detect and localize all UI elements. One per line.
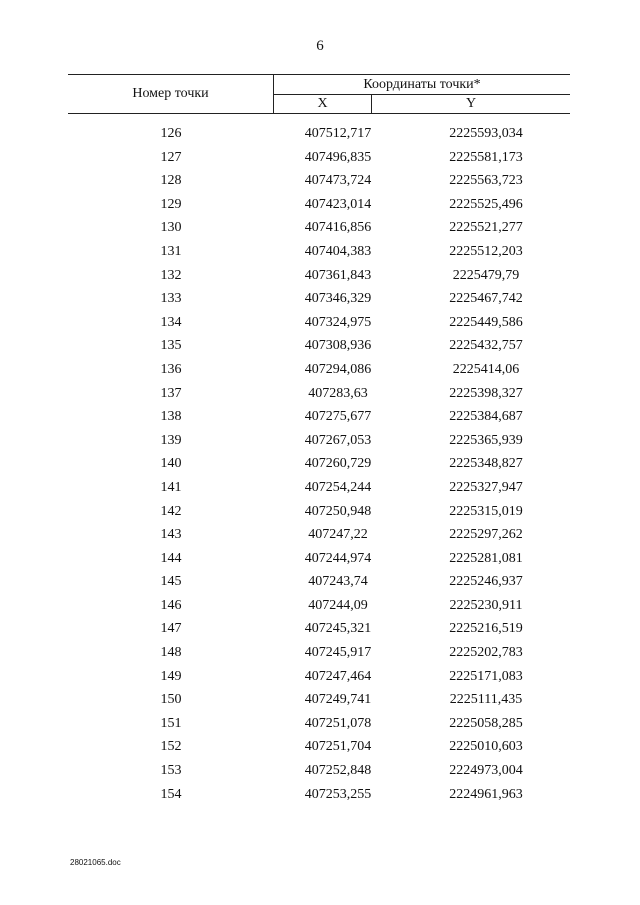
table-row (68, 763, 570, 787)
table-row (68, 504, 570, 528)
table-row (68, 362, 570, 386)
table-row (68, 220, 570, 244)
x-coordinate-cell: 407275,677 (304, 409, 372, 425)
point-number-cell: 130 (160, 220, 182, 236)
point-number-cell: 139 (160, 432, 182, 448)
x-coordinate-cell: 407251,704 (304, 739, 372, 755)
point-number-cell: 134 (160, 314, 182, 330)
point-number-cell: 151 (160, 715, 182, 731)
table-row (68, 787, 570, 811)
x-coordinate-cell: 407308,936 (304, 338, 372, 354)
x-coordinate-cell: 407245,321 (304, 621, 372, 637)
table-row (68, 692, 570, 716)
point-number-cell: 131 (160, 243, 182, 259)
table-row (68, 150, 570, 174)
table-row (68, 621, 570, 645)
table-row (68, 480, 570, 504)
table-row (68, 716, 570, 740)
point-number-cell: 135 (160, 338, 182, 354)
table-row (68, 645, 570, 669)
x-coordinate-cell: 407243,74 (308, 574, 368, 590)
point-number-cell: 141 (160, 479, 182, 495)
x-coordinate-cell: 407252,848 (304, 763, 372, 779)
y-coordinate-cell: 2225512,203 (449, 243, 523, 259)
table-row (68, 126, 570, 150)
x-coordinate-cell: 407283,63 (308, 385, 368, 401)
point-number-cell: 137 (160, 385, 182, 401)
point-number-cell: 133 (160, 291, 182, 307)
point-number-cell: 128 (160, 173, 182, 189)
y-coordinate-cell: 2225449,586 (449, 314, 523, 330)
point-number-cell: 154 (160, 786, 182, 802)
y-coordinate-cell: 2225315,019 (449, 503, 523, 519)
point-number-cell: 145 (160, 574, 182, 590)
x-coordinate-cell: 407244,09 (308, 597, 368, 613)
table-row (68, 315, 570, 339)
x-coordinate-cell: 407253,255 (304, 786, 372, 802)
table-row (68, 244, 570, 268)
table-row (68, 386, 570, 410)
y-coordinate-cell: 2225348,827 (449, 456, 523, 472)
y-coordinate-cell: 2225398,327 (449, 385, 523, 401)
x-coordinate-cell: 407361,843 (304, 267, 372, 283)
table-body (68, 126, 570, 810)
y-coordinate-cell: 2225467,742 (449, 291, 523, 307)
y-coordinate-cell: 2225414,06 (452, 361, 520, 377)
x-coordinate-cell: 407324,975 (304, 314, 372, 330)
point-number-cell: 146 (160, 597, 182, 613)
point-number-cell: 148 (160, 645, 182, 661)
point-number-cell: 127 (160, 149, 182, 165)
x-coordinate-cell: 407247,22 (308, 527, 368, 543)
y-coordinate-cell: 2225593,034 (449, 126, 523, 141)
point-number-cell: 140 (160, 456, 182, 472)
y-coordinate-cell: 2225058,285 (449, 715, 523, 731)
table-row (68, 173, 570, 197)
table-row (68, 291, 570, 315)
y-coordinate-cell: 2225432,757 (449, 338, 523, 354)
footer-filename: 28021065.doc (70, 858, 121, 867)
table-row (68, 268, 570, 292)
y-coordinate-cell: 2225525,496 (449, 196, 523, 212)
point-number-cell: 129 (160, 196, 182, 212)
point-number-cell: 142 (160, 503, 182, 519)
table-row (68, 527, 570, 551)
x-coordinate-cell: 407294,086 (304, 361, 372, 377)
header-x: X (274, 95, 372, 113)
point-number-cell: 136 (160, 361, 182, 377)
table-header (68, 74, 570, 114)
y-coordinate-cell: 2225111,435 (449, 692, 523, 708)
header-y: Y (465, 96, 477, 111)
y-coordinate-cell: 2224961,963 (449, 786, 523, 802)
point-number-cell: 150 (160, 692, 182, 708)
x-coordinate-cell: 407267,053 (304, 432, 372, 448)
y-coordinate-cell: 2225384,687 (449, 409, 523, 425)
x-coordinate-cell: 407404,383 (304, 243, 372, 259)
point-number-cell: 144 (160, 550, 182, 566)
y-coordinate-cell: 2225202,783 (449, 645, 523, 661)
table-row (68, 739, 570, 763)
y-coordinate-cell: 2225365,939 (449, 432, 523, 448)
point-number-cell: 149 (160, 668, 182, 684)
point-number-cell: 152 (160, 739, 182, 755)
y-coordinate-cell: 2225563,723 (449, 173, 523, 189)
x-coordinate-cell: 407423,014 (304, 196, 372, 212)
table-row (68, 598, 570, 622)
table-row (68, 433, 570, 457)
y-coordinate-cell: 2224973,004 (449, 763, 523, 779)
table-row (68, 338, 570, 362)
x-coordinate-cell: 407249,741 (304, 692, 372, 708)
y-coordinate-cell: 2225246,937 (449, 574, 523, 590)
point-number-cell: 126 (160, 126, 182, 141)
x-coordinate-cell: 407416,856 (304, 220, 372, 236)
point-number-cell: 153 (160, 763, 182, 779)
x-coordinate-cell: 407245,917 (304, 645, 372, 661)
y-coordinate-cell: 2225479,79 (452, 267, 520, 283)
x-coordinate-cell: 407496,835 (304, 149, 372, 165)
y-coordinate-cell: 2225216,519 (449, 621, 523, 637)
y-coordinate-cell: 2225230,911 (449, 597, 523, 613)
x-coordinate-cell: 407244,974 (304, 550, 372, 566)
x-coordinate-cell: 407251,078 (304, 715, 372, 731)
y-coordinate-cell: 2225010,603 (449, 739, 523, 755)
table-row (68, 409, 570, 433)
y-coordinate-cell: 2225327,947 (449, 479, 523, 495)
table-row (68, 669, 570, 693)
y-coordinate-cell: 2225521,277 (449, 220, 523, 236)
header-point-number: Номер точки (68, 75, 274, 113)
table-row (68, 551, 570, 575)
y-coordinate-cell: 2225297,262 (449, 527, 523, 543)
table-row (68, 197, 570, 221)
table-row (68, 456, 570, 480)
point-number-cell: 132 (160, 267, 182, 283)
x-coordinate-cell: 407247,464 (304, 668, 372, 684)
x-coordinate-cell: 407260,729 (304, 456, 372, 472)
y-coordinate-cell: 2225281,081 (449, 550, 523, 566)
point-number-cell: 143 (160, 527, 182, 543)
y-coordinate-cell: 2225581,173 (449, 149, 523, 165)
table-row (68, 574, 570, 598)
x-coordinate-cell: 407250,948 (304, 503, 372, 519)
y-coordinate-cell: 2225171,083 (449, 668, 523, 684)
header-coordinates: Координаты точки* (274, 75, 570, 95)
point-number-cell: 147 (160, 621, 182, 637)
x-coordinate-cell: 407512,717 (304, 126, 372, 141)
point-number-cell: 138 (160, 409, 182, 425)
x-coordinate-cell: 407254,244 (304, 479, 372, 495)
x-coordinate-cell: 407346,329 (304, 291, 372, 307)
page-number: 6 (316, 38, 324, 54)
x-coordinate-cell: 407473,724 (304, 173, 372, 189)
